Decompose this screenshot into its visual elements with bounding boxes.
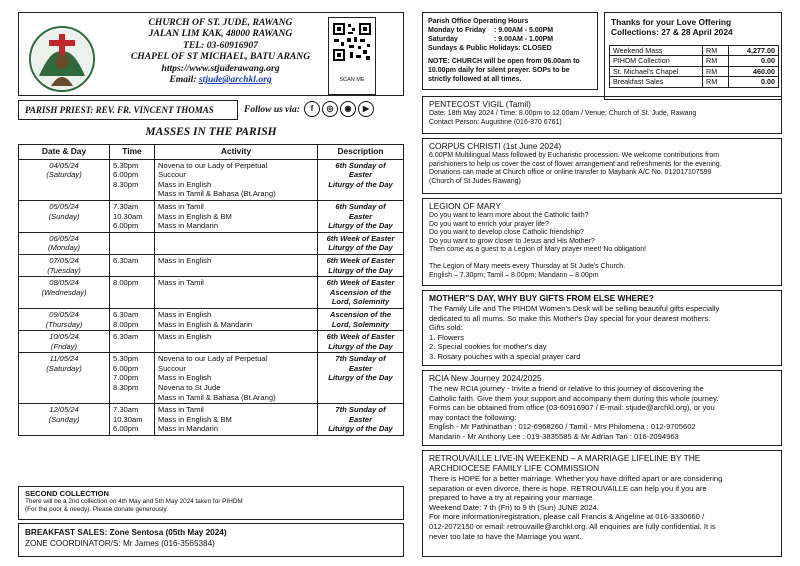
mass-activity-cell [155,331,318,353]
mass-description: Liturgy of the Day [328,265,393,275]
corpus-christi-box [422,138,782,194]
mass-time: 6.00pm [113,170,139,180]
collection-row [610,46,779,56]
collection-name: PIHDM Collection [610,56,703,66]
mass-description: 6th Week of Easter [326,332,395,342]
mass-row [19,200,404,232]
mass-time-cell [110,353,155,404]
col-time: Time [110,145,155,160]
collection-row [610,77,779,87]
legion-line: English – 7.30pm; Tamil – 8.00pm; Mandarin – 8.00pm [429,271,599,279]
legion-of-mary-box [422,198,782,286]
office-row-sunday-label: Sundays & Public Holidays: CLOSED [428,45,552,52]
mass-description: 7th Sunday of [335,354,386,364]
retrouvaille-line: prepared to have a try at repairing your marriage. [429,493,595,503]
mass-row [19,353,404,404]
mass-description: Liturgy of the Day [328,424,393,434]
legion-line [429,255,775,263]
rcia-line: may contact the following: [429,412,517,422]
rcia-line: Catholic faith. Give them your support and accompany them during this whole journey. [429,393,719,403]
mass-date: 06/05/24 [49,233,79,243]
facebook-icon[interactable]: f [304,101,320,117]
mass-description: Liturgy of the Day [328,179,393,189]
office-row-saturday-label: Saturday [428,36,458,43]
mass-date: (Wednesday) [41,287,87,297]
mass-date: 04/05/24 [49,160,79,170]
mass-date: (Saturday) [46,170,82,180]
mass-time: 8.30pm [113,179,139,189]
second-collection-line1: There will be a 2nd collection on 4th May and 5th May 2024 taken for PIHDM [25,498,243,505]
chapel-name: CHAPEL OF ST MICHAEL, BATU ARANG [130,51,311,63]
legion-title: LEGION OF MARY [429,201,501,211]
mass-description-cell [318,404,404,436]
rcia-line: The new RCIA journey - Invite a friend or relative to this journey of discovering the [429,384,704,393]
mass-row [19,254,404,276]
collection-row [610,66,779,76]
follow-label: Follow us via: [244,105,300,115]
collection-amount: 0.00 [728,56,778,66]
mass-description: 6th Sunday of [335,160,386,170]
breakfast-sales-box [18,523,404,557]
retrouvaille-title2: ARCHDIOCESE FAMILY LIFE COMMISSION [429,463,600,473]
mass-description: 6th Week of Easter [326,278,395,288]
retrouvaille-line: Weekend Date: 7 th (Fri) to 9 th (Sun) JUNE 2024. [429,502,599,512]
mass-time: 7.30am [113,201,139,211]
mass-date-cell [19,331,110,353]
mass-activity: Mass in Mandarin [158,424,218,434]
legion-line: Do you want to learn more about the Catholic faith? [429,212,589,219]
retrouvaille-title: RETROUVAILLE LIVE-IN WEEKEND – A MARRIAGE LIFELINE BY THE [429,453,701,463]
mass-activity-cell [155,254,318,276]
collections-table [609,45,779,88]
mass-row [19,331,404,353]
mass-row [19,308,404,330]
love-offering-box [604,12,782,100]
rcia-body [429,384,775,442]
social-follow-bar [242,100,370,120]
mass-time-cell [110,331,155,353]
mass-description-cell [318,254,404,276]
church-address: JALAN LIM KAK, 48000 RAWANG [148,28,293,40]
office-row-weekday-hours: : 9.00AM - 5.00PM [494,27,554,34]
office-note: NOTE: CHURCH will be open from 06.00am to 10.00pm daily for silent prayer. SOPs to be strictly followed at all times. [428,58,580,83]
mass-date-cell [19,277,110,309]
mass-description: 7th Sunday of [335,405,386,415]
mass-time: 8.00pm [113,278,139,288]
pentecost-box [422,96,782,134]
mass-date: 09/05/24 [49,309,79,319]
mass-description: Easter [348,363,373,373]
mass-description-cell [318,353,404,404]
rcia-line: Forms can be obtained from office (03-60916907 / E-mail: stjude@archkl.org), or you [429,403,715,413]
church-name: CHURCH OF ST. JUDE, RAWANG [148,17,293,28]
mass-time-cell [110,254,155,276]
mass-description: 6th Sunday of [335,201,386,211]
love-offering-title: Thanks for your Love Offering [611,17,732,27]
pentecost-line2: Contact Person: Augustine (016-370 6761) [429,118,562,126]
mass-activity: Mass in English [158,373,212,383]
corpus-line: (Church of St Judes Rawang) [429,177,521,185]
col-description: Description [318,145,404,160]
collection-name: St. Michael's Chapel [610,66,703,76]
mass-activity: Mass in English [158,332,212,342]
mass-description-cell [318,200,404,232]
table-header-row [19,145,404,160]
mothers-day-line: 3. Rosary pouches with a special prayer card [429,351,581,361]
collection-name: Breakfast Sales [610,77,703,87]
mass-description: Easter [348,170,373,180]
corpus-body [429,152,775,186]
col-date: Date & Day [19,145,110,160]
mass-date-cell [19,353,110,404]
mass-activity: Succour [158,363,186,373]
mass-time: 6.00pm [113,221,139,231]
mass-date-cell [19,404,110,436]
legion-line: The Legion of Mary meets every Thursday at St Jude's Church. [429,262,626,270]
col-activity: Activity [155,145,318,160]
mass-description: Liturgy of the Day [328,243,393,253]
parish-priest: PARISH PRIEST: REV. FR. VINCENT THOMAS [18,100,238,120]
retrouvaille-box [422,450,782,557]
legion-line: Then come as a guest to a Legion of Mary prayer meet! No obligation! [429,246,647,254]
mass-date: 07/05/24 [49,255,79,265]
rcia-line: Mandarin - Mr Anthony Lee : 019-3835585 & Mr Adrian Tan : 016-2094963 [429,431,679,441]
retrouvaille-line: For more information/registration, please call Francis & Angeline at 016-3330660 / [429,512,705,522]
mass-time: 7.00pm [113,373,139,383]
mass-time-cell [110,200,155,232]
retrouvaille-line: separation or even divorce, there is hope. RETROUVAILLE can help you if you are [429,483,707,493]
mass-date: (Sunday) [48,211,80,221]
mass-description: 6th Week of Easter [326,255,395,265]
mass-description-cell [318,277,404,309]
mass-date: (Monday) [47,243,81,253]
rcia-line: English - Mr Pathinathan : 012-6968260 / Tamil - Mrs Philomena : 012-9705602 [429,422,696,432]
corpus-line: Donations can made at Church office or online transfer to Maybank A/C No. 012017107599 [429,169,712,177]
mass-date-cell [19,159,110,200]
mass-description: Liturgy of the Day [328,221,393,231]
church-logo-icon [29,26,95,92]
breakfast-sales-line: BREAKFAST SALES: Zone Sentosa (05th May 2024) [25,528,227,537]
mass-time-cell [110,277,155,309]
mass-time-cell [110,232,155,254]
mass-activity-cell [155,404,318,436]
mass-time: 8.30pm [113,383,139,393]
mass-row [19,159,404,200]
mass-description: 6th Week of Easter [326,233,395,243]
corpus-line: parishioners to help us cover the cost of flower arrangement and refreshments for the evening. [429,160,722,168]
legion-body [429,212,775,280]
mass-description: Easter [348,414,373,424]
mass-date: 12/05/24 [49,405,79,415]
second-collection-line2: (For the poor & needy). Please donate generously. [25,506,169,513]
corpus-title: CORPUS CHRISTI (1st June 2024) [429,141,562,151]
mass-date-cell [19,200,110,232]
mass-time: 5.30pm [113,160,139,170]
collection-amount: 460.00 [728,66,778,76]
mass-time: 6.30am [113,309,139,319]
email-link[interactable]: stjude@archkl.org [198,74,272,86]
mass-description: Lord, Solemnity [331,319,390,329]
mass-activity: Mass in Tamil & Bahasa (Bt.Arang) [158,189,276,199]
mothers-day-line: Gifts sold: [429,323,463,333]
mass-date: (Sunday) [48,414,80,424]
mass-time-cell [110,159,155,200]
collection-name: Weekend Mass [610,46,703,56]
mass-date: 05/05/24 [49,201,79,211]
mass-activity: Mass in Mandarin [158,221,218,231]
qr-caption: SCAN ME [339,77,365,83]
masses-table-body [19,159,404,435]
church-contact [113,17,328,85]
tiktok-icon[interactable]: ◉ [340,101,356,117]
mass-date: 11/05/24 [49,354,79,364]
mass-row [19,404,404,436]
collection-currency: RM [703,46,729,56]
mass-activity: Mass in English [158,309,212,319]
mass-time: 6.00pm [113,424,139,434]
mass-activity: Mass in Tamil [158,201,204,211]
mass-description-cell [318,232,404,254]
second-collection-box [18,486,404,520]
collection-currency: RM [703,66,729,76]
mothers-day-body [429,304,775,362]
zone-coordinator-line: ZONE COORDINATOR/S: Mr James (016-3565384) [25,538,215,548]
mass-activity-cell [155,308,318,330]
pentecost-title: PENTECOST VIGIL (Tamil) [429,99,531,109]
mothers-day-box [422,290,782,366]
mass-activity: Mass in English & Mandarin [158,319,253,329]
mass-time: 8.00pm [113,319,139,329]
mass-date-cell [19,254,110,276]
mass-activity-cell [155,277,318,309]
mothers-day-title: MOTHER"S DAY, WHY BUY GIFTS FROM ELSE WHERE? [429,293,654,303]
mass-description: Ascension of the [329,309,392,319]
retrouvaille-line: There is HOPE for a better marriage. Whether you have drifted apart or are considering [429,474,723,483]
office-hours-title: Parish Office Operating Hours [428,18,529,25]
mass-description: Lord, Solemnity [331,297,390,307]
mass-activity: Novena to our Lady of Perpetual [158,354,268,364]
mass-date: (Saturday) [46,363,82,373]
legion-line: Do you want to enrich your prayer life? [429,220,549,228]
mass-date-cell [19,308,110,330]
mass-activity-cell [155,353,318,404]
mass-date: (Tuesday) [47,265,81,275]
mass-time: 6.30am [113,255,139,265]
collection-currency: RM [703,77,729,87]
mass-description-cell [318,331,404,353]
rcia-box [422,370,782,446]
collection-amount: 0.00 [728,77,778,87]
church-tel: TEL: 03-60916907 [183,39,258,51]
pentecost-line1: Date: 18th May 2024 / Time: 8.00pm to 12.00am / Venue: Church of St. Jude, Rawang [429,110,697,117]
mass-row [19,232,404,254]
collection-currency: RM [703,56,729,66]
legion-line: Do you want to develop close Catholic friendship? [429,229,584,237]
mass-date-cell [19,232,110,254]
mothers-day-line: The Family Life and The PIHDM Women's Desk will be selling beautiful gifts especially [429,304,720,313]
church-website-link[interactable]: https://www.stjuderawang.org [161,62,280,74]
mass-time: 7.30am [113,405,139,415]
mass-activity: Mass in English & BM [158,211,232,221]
mass-description-cell [318,159,404,200]
mothers-day-line: dedicated to all mums. So make this Mother's Day special for your dearest mothers. [429,313,711,323]
mass-activity: Mass in English [158,179,212,189]
masses-table [18,144,404,436]
mass-description-cell [318,308,404,330]
mass-date: 10/05/24 [49,332,79,342]
mass-date: 08/05/24 [49,278,79,288]
office-hours-box [422,12,598,90]
collection-amount: 4,277.00 [728,46,778,56]
office-row-weekday-label: Monday to Friday [428,27,486,34]
mass-description: Liturgy of the Day [328,373,393,383]
mass-activity: Novena to our Lady of Perpetual [158,160,268,170]
retrouvaille-body [429,474,775,541]
mass-activity: Succour [158,170,186,180]
mass-activity: Mass in Tamil & Bahasa (Bt.Arang) [158,392,276,402]
qr-code[interactable] [328,17,376,95]
masses-title: MASSES IN THE PARISH [145,126,277,138]
mothers-day-line: 1. Flowers [429,332,465,342]
mass-activity-cell [155,200,318,232]
retrouvaille-line: 012-2072150 or email: retrouvaille@archkl.org. All enquiries are fully confidential. It is [429,521,716,531]
mass-description: Easter [348,211,373,221]
love-offering-subtitle: Collections: 27 & 28 April 2024 [611,27,733,37]
mass-activity: Novena to St Jude [158,383,221,393]
mass-time-cell [110,404,155,436]
mass-date: (Friday) [50,341,78,351]
corpus-line: 6.00PM Multilingual Mass followed by Eucharistic procession. We welcome contributions from [429,152,720,159]
youtube-icon[interactable]: ▶ [358,101,374,117]
mass-date: (Thursday) [45,319,83,329]
retrouvaille-line: never too late to have the Marriage you want. [429,531,582,541]
church-header [18,12,404,96]
second-collection-title: SECOND COLLECTION [25,489,109,498]
legion-line: Do you want to grow closer to Jesus and His Mother? [429,237,595,245]
office-row-saturday-hours: : 9.00AM - 1.00PM [494,36,554,43]
mass-time: 6.30am [113,332,139,342]
mass-time: 10.30am [113,211,143,221]
rcia-title: RCIA New Journey 2024/2025 [429,373,542,383]
mass-activity: Mass in English [158,255,212,265]
mass-activity: Mass in English & BM [158,414,232,424]
email-label: Email: [169,74,199,86]
mass-time-cell [110,308,155,330]
mass-activity: Mass in Tamil [158,278,204,288]
mass-time: 5.30pm [113,354,139,364]
mass-activity-cell [155,159,318,200]
instagram-icon[interactable]: ◎ [322,101,338,117]
mass-activity-cell [155,232,318,254]
mass-description: Liturgy of the Day [328,341,393,351]
qr-code-icon [332,22,372,62]
mothers-day-line: 2. Special cookies for mother's day [429,342,547,352]
mass-time: 10.30am [113,414,143,424]
mass-row [19,277,404,309]
collection-row [610,56,779,66]
mass-activity: Mass in Tamil [158,405,204,415]
mass-description: Ascension of the [329,287,392,297]
mass-time: 6.00pm [113,363,139,373]
